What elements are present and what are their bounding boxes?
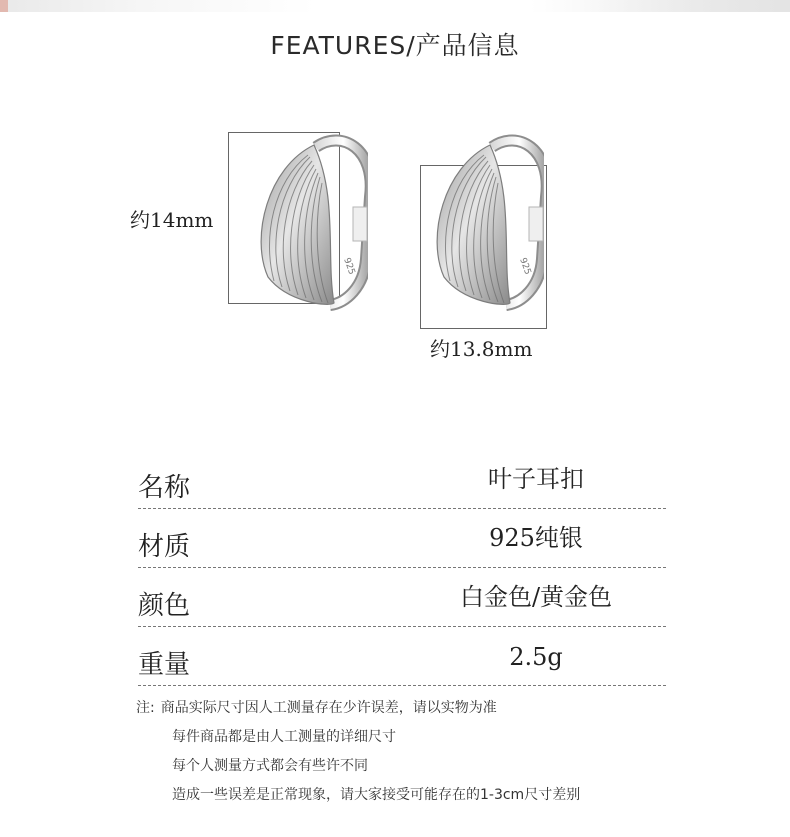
note-prefix: 注:	[136, 700, 155, 716]
spec-label: 名称	[138, 473, 191, 503]
width-dimension-label: 约13.8mm	[430, 337, 533, 361]
earring-image-side	[414, 127, 544, 317]
spec-row-color	[138, 568, 666, 627]
spec-value: 白金色/黄金色	[459, 583, 613, 611]
spec-value: 925纯银	[489, 524, 583, 552]
note-line: 造成一些误差是正常现象，请大家接受可能存在的1-3cm尺寸差别	[172, 787, 581, 803]
earring-image-front	[238, 127, 368, 317]
spec-row-material	[138, 509, 666, 568]
spec-label: 颜色	[138, 591, 191, 621]
note-line: 每件商品都是由人工测量的详细尺寸	[172, 729, 396, 745]
hallmark-stamp: 925	[341, 256, 357, 277]
spec-label: 材质	[138, 532, 191, 562]
spec-value: 2.5g	[509, 643, 563, 671]
note-text: 商品实际尺寸因人工测量存在少许误差，请以实物为准	[160, 700, 497, 716]
spec-row-weight	[138, 627, 666, 686]
top-banner-strip	[0, 0, 790, 12]
measurement-notes	[136, 694, 736, 810]
page-title: FEATURES/产品信息	[270, 31, 520, 60]
spec-row-name	[138, 450, 666, 509]
spec-label: 重量	[138, 650, 191, 680]
spec-table	[138, 450, 666, 686]
spec-value: 叶子耳扣	[488, 465, 584, 493]
note-line: 每个人测量方式都会有些许不同	[172, 758, 368, 774]
hallmark-stamp: 925	[517, 256, 533, 277]
note-line	[136, 694, 736, 723]
height-dimension-label: 约14mm	[130, 208, 214, 232]
